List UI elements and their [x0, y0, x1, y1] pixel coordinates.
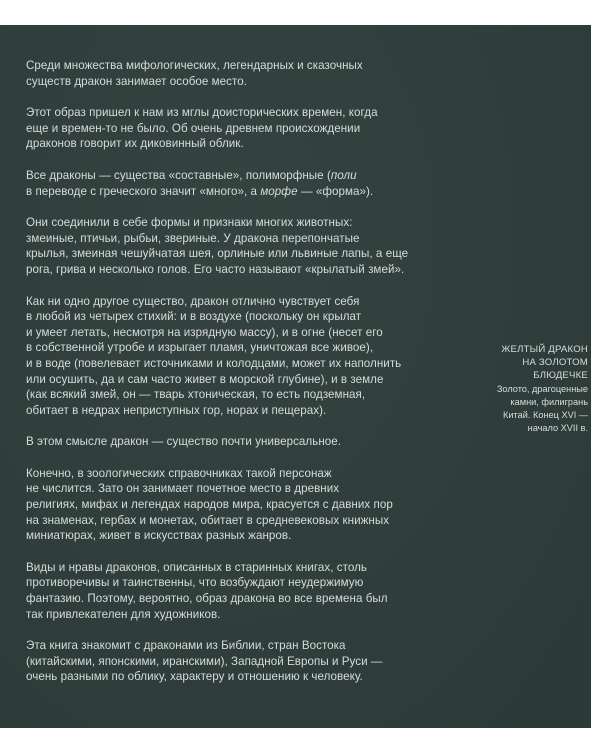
text-line: в любой из четырех стихий: и в воздухе (поскольку он крылат — [26, 310, 362, 324]
caption-title-line: ЖЕЛТЫЙ ДРАКОН — [501, 344, 588, 355]
text-line: и в воде (повелевает источниками и колодцами, может их наполнить — [26, 356, 402, 370]
caption-body-line: начало XVII в. — [527, 423, 588, 433]
caption-body-line: Золото, драгоценные — [496, 384, 588, 394]
text-line: миниатюрах, живет в искусствах разных жанров. — [26, 529, 292, 543]
caption-body — [482, 383, 588, 435]
paragraph-1 — [26, 58, 466, 89]
text-line: Виды и нравы драконов, описанных в старинных книгах, столь — [26, 560, 367, 574]
term-morfe: морфе — [260, 184, 298, 198]
paragraph-7 — [26, 466, 466, 544]
text-line: еще и времен-то не было. Об очень древнем происхождении — [26, 121, 361, 135]
text-line: противоречивы и таинственны, что возбуждают неудержимую — [26, 576, 364, 590]
text-line: Конечно, в зоологических справочниках такой персонаж — [26, 466, 332, 480]
book-page — [0, 25, 591, 728]
text-line: Этот образ пришел к нам из мглы доисторических времен, когда — [26, 106, 378, 120]
text-line: не числится. Зато он занимает почетное место в древних — [26, 482, 340, 496]
paragraph-2 — [26, 105, 466, 152]
text-line: или осушить, да и сам часто живет в морской глубине), и в земле — [26, 372, 384, 386]
caption-body-line: Китай. Конец XVI — — [503, 410, 588, 420]
paragraph-5 — [26, 294, 466, 419]
caption-body-line: камни, филигрань — [510, 397, 588, 407]
paragraph-6 — [26, 434, 466, 450]
main-text-column — [26, 58, 466, 701]
text-line: в переводе с греческого значит «много», а морфе — «форма»). — [26, 184, 374, 198]
text-line: на знаменах, гербах и монетах, обитает в средневековых книжных — [26, 513, 390, 527]
text-line: рога, грива и несколько голов. Его часто называют «крылатый змей». — [26, 262, 405, 276]
text-line: (как всякий змей, он — тварь хтоническая, то есть подземная, — [26, 388, 366, 402]
text-line: Эта книга знакомит с драконами из Библии, стран Востока — [26, 639, 346, 653]
illustration-caption — [482, 343, 588, 435]
caption-title — [482, 343, 588, 382]
text-line: Как ни одно другое существо, дракон отлично чувствует себя — [26, 294, 360, 308]
paragraph-3 — [26, 168, 466, 199]
caption-title-line: БЛЮДЕЧКЕ — [533, 370, 588, 381]
text-line: религиях, мифах и легендах народов мира, красуется с давних пор — [26, 498, 393, 512]
text-line: драконов говорит их диковинный облик. — [26, 137, 244, 151]
paragraph-4 — [26, 215, 466, 277]
text-line: так привлекателен для художников. — [26, 607, 221, 621]
paragraph-9 — [26, 638, 466, 685]
text-line: Все драконы — существа «составные», полиморфные (поли — [26, 168, 357, 182]
term-poli: поли — [330, 168, 357, 182]
text-line: обитает в недрах неприступных гор, норах и пещерах). — [26, 403, 327, 417]
text-line: фантазию. Поэтому, вероятно, образ дракона во все времена был — [26, 592, 388, 606]
text-line: (китайскими, японскими, иранскими), Западной Европы и Руси — — [26, 654, 383, 668]
caption-title-line: НА ЗОЛОТОМ — [522, 357, 588, 368]
text-line: крылья, змеиная чешуйчатая шея, орлиные или львиные лапы, а еще — [26, 247, 409, 261]
text-line: Они соединили в себе формы и признаки многих животных: — [26, 216, 353, 230]
text-line: существ дракон занимает особое место. — [26, 74, 248, 88]
text-line: змеиные, птичьи, рыбьи, звериные. У дракона перепончатые — [26, 231, 360, 245]
text-line: Среди множества мифологических, легендарных и сказочных — [26, 59, 363, 72]
text-line: в собственной утробе и изрыгает пламя, уничтожая все живое), — [26, 341, 374, 355]
text-line: В этом смысле дракон — существо почти универсальное. — [26, 435, 342, 449]
paragraph-8 — [26, 560, 466, 622]
text-line: очень разными по облику, характеру и отношению к человеку. — [26, 670, 363, 684]
text-line: и умеет летать, несмотря на изрядную массу), и в огне (несет его — [26, 325, 383, 339]
